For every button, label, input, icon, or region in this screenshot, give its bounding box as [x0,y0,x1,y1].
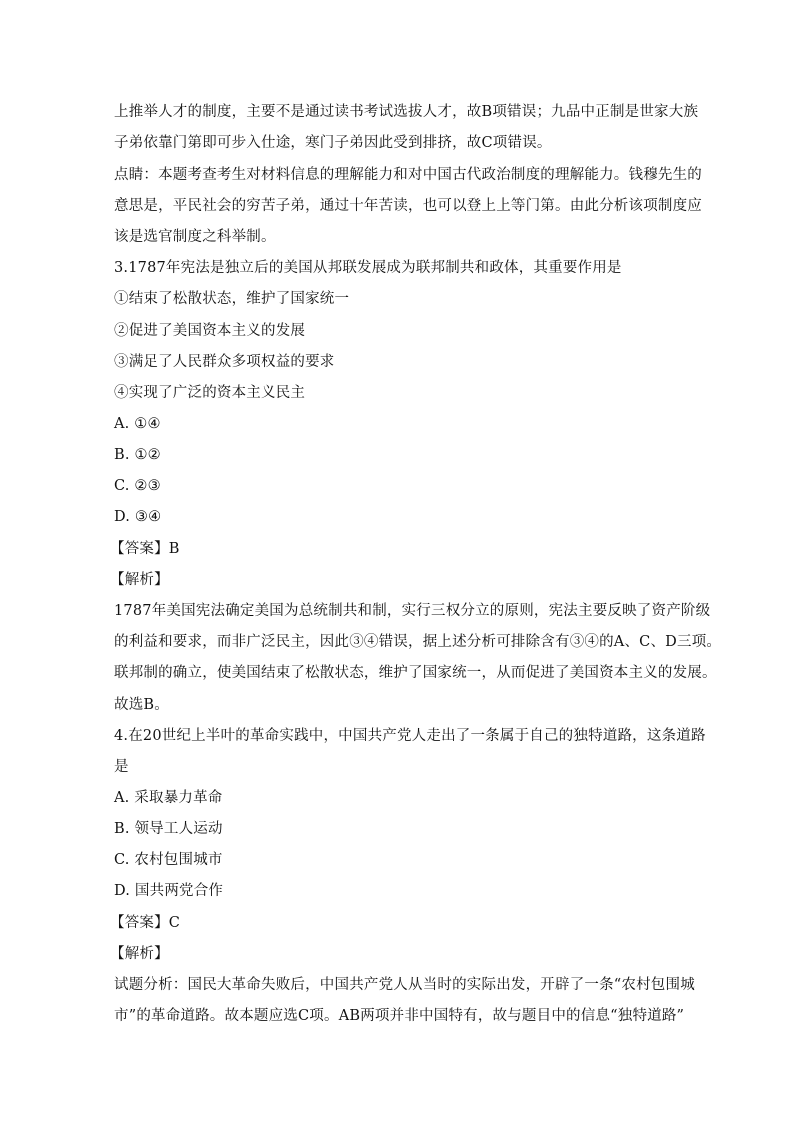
option-b: B. ①② [114,447,161,463]
text-line: 该是选官制度之科举制。 [114,229,276,245]
text-line: 联邦制的确立，使美国结束了松散状态，维护了国家统一，从而促进了美国资本主义的发展。 [114,665,717,681]
text-line: 1787年美国宪法确定美国为总统制共和制，实行三权分立的原则，宪法主要反映了资产阶级 [114,603,711,619]
statement-3: ③满足了人民群众多项权益的要求 [114,354,335,370]
text-line: 的利益和要求，而非广泛民主，因此③④错误，据上述分析可排除含有③④的A、C、D三项。 [114,634,722,650]
option-a: A. 采取暴力革命 [114,790,223,806]
statement-2: ②促进了美国资本主义的发展 [114,323,306,339]
text-line: 市”的革命道路。故本题应选C项。AB两项并非中国特有，故与题目中的信息“独特道路” [114,1008,685,1024]
option-c: C. ②③ [114,478,161,494]
option-d: D. ③④ [114,509,162,525]
text-line: 上推举人才的制度，主要不是通过读书考试选拔人才，故B项错误；九品中正制是世家大族 [114,104,699,120]
text-line: 点睛：本题考查考生对材料信息的理解能力和对中国古代政治制度的理解能力。钱穆先生的 [114,167,702,183]
analysis-label: 【解析】 [110,572,169,588]
question-3-stem: 3.1787年宪法是独立后的美国从邦联发展成为联邦制共和政体，其重要作用是 [114,260,622,276]
question-4-stem: 4.在20世纪上半叶的革命实践中，中国共产党人走出了一条属于自己的独特道路，这条道路 [114,728,706,744]
answer-label: 【答案】B [110,541,180,557]
text-line: 子弟依靠门第即可步入仕途，寒门子弟因此受到排挤，故C项错误。 [114,135,552,151]
text-line: 是 [114,759,129,775]
option-d: D. 国共两党合作 [114,883,224,899]
option-b: B. 领导工人运动 [114,821,223,837]
option-a: A. ①④ [114,416,161,432]
text-line: 故选B。 [114,697,169,713]
text-line: 意思是，平民社会的穷苦子弟，通过十年苦读，也可以登上上等门第。由此分析该项制度应 [114,198,702,214]
answer-label: 【答案】C [110,915,181,931]
statement-1: ①结束了松散状态，维护了国家统一 [114,291,350,307]
option-c: C. 农村包围城市 [114,852,223,868]
statement-4: ④实现了广泛的资本主义民主 [114,385,306,401]
text-line: 试题分析：国民大革命失败后，中国共产党人从当时的实际出发，开辟了一条“农村包围城 [114,977,695,993]
analysis-label: 【解析】 [110,946,169,962]
